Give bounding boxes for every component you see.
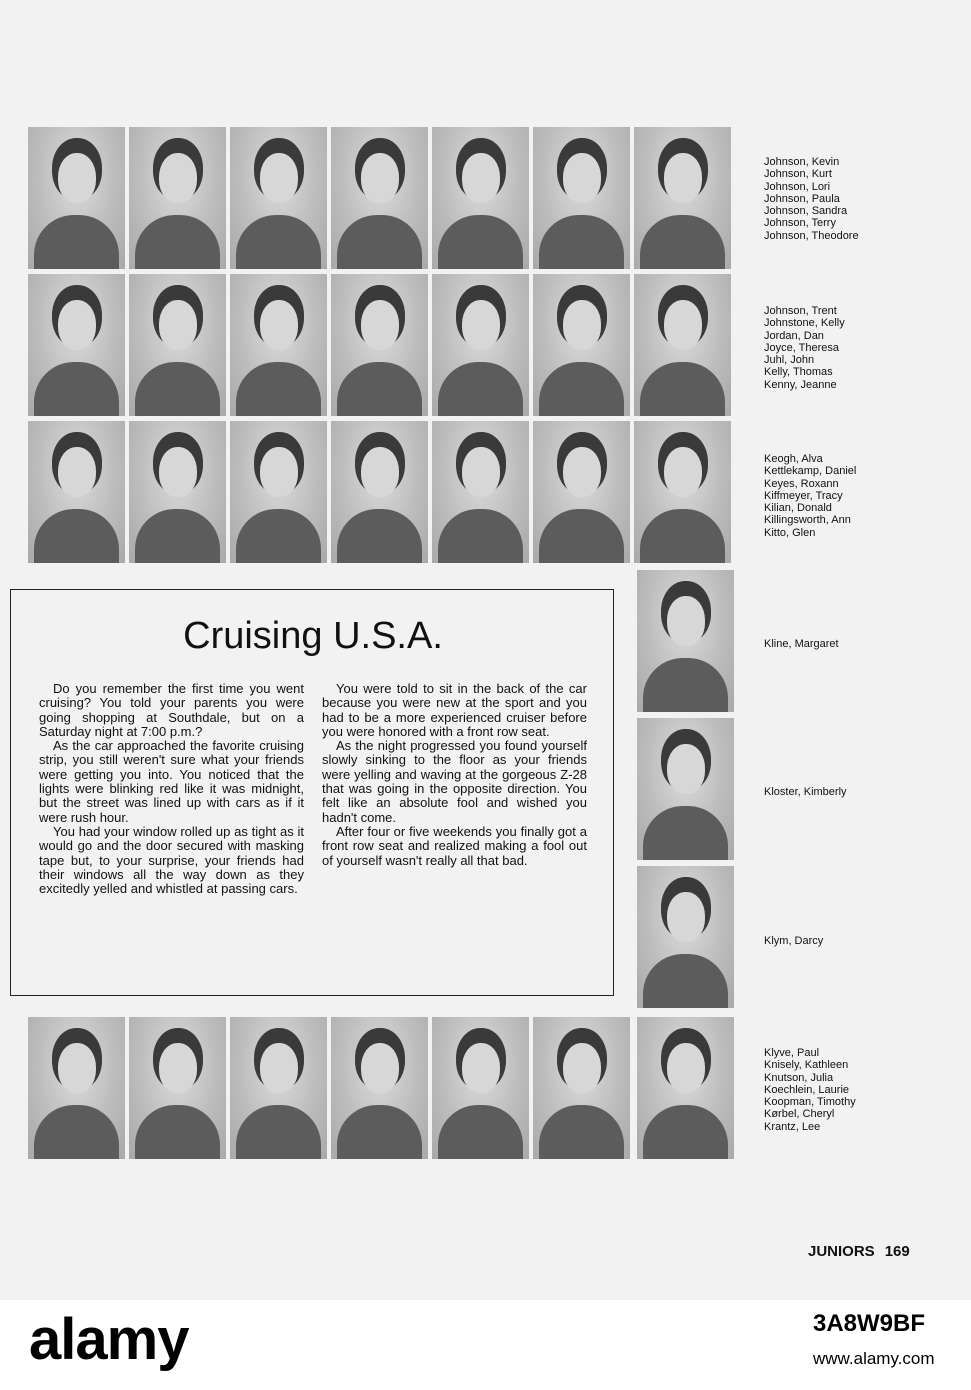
portrait-johnson-theodore (634, 127, 731, 269)
student-name: Keyes, Roxann (764, 477, 839, 490)
student-name: Joyce, Theresa (764, 341, 840, 354)
portrait-korbel-cheryl (533, 1017, 630, 1159)
portrait-kelly-thomas (533, 274, 630, 416)
student-name: Johnson, Terry (764, 217, 836, 230)
portrait-johnson-sandra (432, 127, 529, 269)
student-name: Jordan, Dan (764, 329, 824, 342)
portrait-johnstone-kelly (129, 274, 226, 416)
portrait-klym-darcy (637, 866, 734, 1008)
student-name: Killingsworth, Ann (764, 514, 851, 527)
portrait-koechlein-laurie (331, 1017, 428, 1159)
student-name: Keogh, Alva (764, 453, 823, 465)
portrait-kenny-jeanne (634, 274, 731, 416)
student-name: Johnson, Trent (764, 305, 837, 317)
student-name: Johnson, Kurt (764, 168, 832, 181)
portrait-kettlekamp-daniel (129, 421, 226, 563)
student-name: Juhl, John (764, 354, 815, 367)
portrait-johnson-kurt (129, 127, 226, 269)
student-name: Koopman, Timothy (764, 1096, 856, 1109)
article-paragraph: You were told to sit in the back of the car because you were new at the sport and you had to be a more experienced cruiser before you were honored with a front row seat. (322, 681, 587, 739)
article-column-left (39, 682, 304, 896)
watermark-url: www.alamy.com (813, 1349, 935, 1368)
portrait-knutson-julia (230, 1017, 327, 1159)
portrait-johnson-kevin (28, 127, 125, 269)
student-name: Kenny, Jeanne (764, 378, 837, 391)
article-column-right (322, 682, 587, 868)
student-name: Koechlein, Laurie (764, 1083, 850, 1096)
student-name: Kilian, Donald (764, 502, 832, 515)
portrait-johnson-lori (230, 127, 327, 269)
student-name: Kelly, Thomas (764, 366, 833, 379)
portrait-killingsworth-ann (533, 421, 630, 563)
portrait-kilian-donald (432, 421, 529, 563)
student-name: Knutson, Julia (764, 1071, 834, 1084)
page-number: 169 (884, 1243, 910, 1260)
article-paragraph: As the night progressed you found yourself slowly sinking to the floor as your friends were yelling and waving at the gorgeous Z-28 that was going in the opposite direction. You felt like an absolute fool and wished you hadn't come. (322, 738, 587, 825)
student-name: Johnson, Paula (764, 192, 840, 205)
portrait-johnson-trent (28, 274, 125, 416)
student-name: Kloster, Kimberly (764, 786, 847, 798)
name-list-row-1 (764, 156, 859, 242)
student-name: Johnstone, Kelly (764, 317, 845, 330)
student-name: Kiffmeyer, Tracy (764, 489, 843, 502)
page-footer (808, 1243, 910, 1260)
portrait-keogh-alva (28, 421, 125, 563)
portrait-knisely-kathleen (129, 1017, 226, 1159)
watermark-logo: alamy (29, 1307, 189, 1372)
portrait-kline-margaret (637, 570, 734, 712)
student-name: Johnson, Kevin (764, 156, 840, 168)
portrait-keyes-roxann (230, 421, 327, 563)
article-paragraph: Do you remember the first time you went cruising? You told your parents you were going shopping at Southdale, but on a Saturday night at 7:00 p.m.? (39, 681, 304, 739)
student-name: Johnson, Sandra (764, 205, 848, 218)
portrait-johnson-terry (533, 127, 630, 269)
student-name: Kørbel, Cheryl (764, 1108, 835, 1121)
student-name: Kettlekamp, Daniel (764, 465, 857, 478)
article-paragraph: After four or five weekends you finally got a front row seat and realized making a fool out of yourself wasn't really all that bad. (322, 823, 587, 868)
student-name: Klym, Darcy (764, 935, 824, 947)
portrait-klyve-paul (28, 1017, 125, 1159)
student-name: Krantz, Lee (764, 1120, 821, 1133)
student-name: Knisely, Kathleen (764, 1059, 849, 1072)
watermark-image-id: 3A8W9BF (813, 1310, 926, 1337)
student-name: Kitto, Glen (764, 526, 816, 539)
portrait-johnson-paula (331, 127, 428, 269)
portrait-juhl-john (432, 274, 529, 416)
student-name: Johnson, Theodore (764, 229, 859, 242)
student-name: Johnson, Lori (764, 180, 831, 193)
student-name: Kline, Margaret (764, 638, 839, 650)
section-label: JUNIORS (808, 1243, 875, 1260)
portrait-kloster-kimberly (637, 718, 734, 860)
name-list-row-4 (764, 1047, 856, 1133)
name-list-row-3 (764, 453, 856, 539)
portrait-koopman-timothy (432, 1017, 529, 1159)
article-box (10, 589, 614, 996)
article-paragraph: You had your window rolled up as tight as it would go and the door secured with masking tape but, to your surprise, your friends had their windows all the way down as they excitedly yelled and whistled at passing cars. (39, 823, 304, 897)
article-paragraph: As the car approached the favorite cruising strip, you still weren't sure what your friends were getting you into. You noticed that the lights were blinking red like it was midnight, but the street was lined up with cars as if it were rush hour. (39, 738, 304, 825)
portrait-jordan-dan (230, 274, 327, 416)
portrait-kitto-glen (634, 421, 731, 563)
student-name: Klyve, Paul (764, 1047, 820, 1059)
portrait-kiffmeyer-tracy (331, 421, 428, 563)
portrait-joyce-theresa (331, 274, 428, 416)
portrait-krantz-lee (637, 1017, 734, 1159)
article-title: Cruising U.S.A. (183, 615, 443, 657)
name-list-row-2 (764, 305, 845, 391)
